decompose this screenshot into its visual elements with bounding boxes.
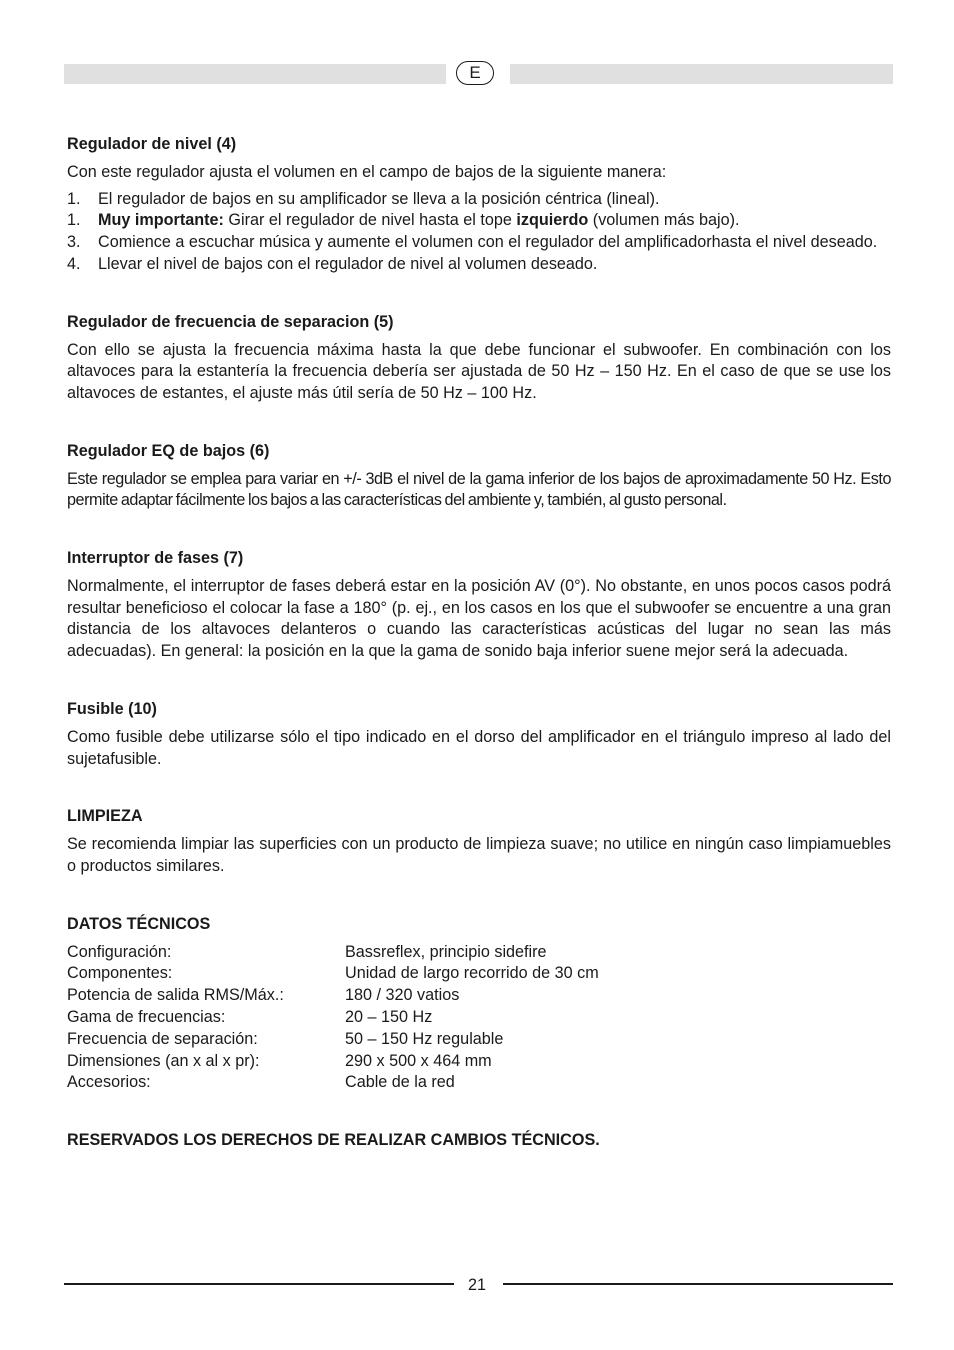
table-row: [67, 985, 599, 1007]
table-row: [67, 963, 599, 985]
list-item: [67, 254, 891, 276]
table-row: [67, 1029, 599, 1051]
spec-label: Frecuencia de separación:: [67, 1029, 258, 1048]
steps-list: [67, 189, 891, 276]
language-badge: E: [456, 61, 494, 85]
section-technical-data: [67, 913, 891, 1095]
spec-value: 50 – 150 Hz regulable: [345, 1029, 504, 1048]
section-title: LIMPIEZA: [67, 807, 143, 826]
list-item: [67, 189, 891, 211]
table-row: [67, 1051, 599, 1073]
list-item-text: Llevar el nivel de bajos con el regulador de nivel al volumen deseado.: [98, 254, 598, 273]
section-body: Este regulador se emplea para variar en +/- 3dB el nivel de la gama inferior de los bajos de aproximadamente 50 Hz. Esto permite adaptar fácilmente los bajos a las características del ambiente y, también, al gusto personal.: [67, 469, 891, 510]
spec-label: Dimensiones (an x al x pr):: [67, 1051, 260, 1070]
header-rule-left: [64, 64, 446, 84]
table-row: [67, 1072, 599, 1094]
section-body: Con ello se ajusta la frecuencia máxima hasta la que debe funcionar el subwoofer. En combinación con los altavoces para la estantería la frecuencia debería ser ajustada de 50 Hz – 150 Hz. En el caso de que se use los altavoces de estantes, el ajuste más útil sería de 50 Hz – 100 Hz.: [67, 340, 891, 402]
section-bass-eq: [67, 440, 891, 512]
page-content: [67, 133, 891, 1151]
section-title: Regulador de nivel (4): [67, 135, 237, 153]
section-fuse: [67, 698, 891, 770]
table-row: [67, 942, 599, 964]
spec-label: Configuración:: [67, 942, 172, 961]
section-intro: Con este regulador ajusta el volumen en el campo de bajos de la siguiente manera:: [67, 163, 667, 181]
section-title: Interruptor de fases (7): [67, 549, 244, 568]
footer-rule-right: [503, 1283, 893, 1285]
list-item: [67, 210, 891, 232]
rights-notice: RESERVADOS LOS DERECHOS DE REALIZAR CAMBIOS TÉCNICOS.: [67, 1131, 600, 1150]
text-run: (volumen más bajo).: [588, 211, 740, 230]
list-item-number: 3.: [67, 233, 81, 252]
spec-label: Accesorios:: [67, 1073, 151, 1092]
list-item-text: [98, 210, 891, 232]
list-item-number: 1.: [67, 189, 81, 208]
spec-value: 180 / 320 vatios: [345, 986, 460, 1005]
spec-label: Potencia de salida RMS/Máx.:: [67, 986, 284, 1005]
spec-value: Cable de la red: [345, 1073, 455, 1092]
section-cleaning: [67, 805, 891, 877]
list-item-text: El regulador de bajos en su amplificador se lleva a la posición céntrica (lineal).: [98, 189, 660, 208]
text-run: Girar el regulador de nivel hasta el tope: [223, 211, 517, 230]
footer-rule-left: [64, 1283, 454, 1285]
spec-value: Bassreflex, principio sidefire: [345, 942, 547, 961]
emphasis: izquierdo: [516, 211, 589, 230]
list-item: [67, 232, 891, 254]
emphasis: Muy importante:: [98, 211, 224, 230]
section-body: Se recomienda limpiar las superficies con un producto de limpieza suave; no utilice en ningún caso limpiamuebles o productos similares.: [67, 835, 891, 875]
spec-value: Unidad de largo recorrido de 30 cm: [345, 964, 599, 983]
spec-value: 20 – 150 Hz: [345, 1008, 433, 1027]
section-body: Como fusible debe utilizarse sólo el tipo indicado en el dorso del amplificador en el triángulo impreso al lado del sujetafusible.: [67, 727, 891, 768]
section-phase-switch: [67, 547, 891, 663]
section-title: DATOS TÉCNICOS: [67, 914, 211, 933]
list-item-text: Comience a escuchar música y aumente el volumen con el regulador del amplificadorhasta el nivel deseado.: [98, 233, 878, 252]
spec-label: Gama de frecuencias:: [67, 1008, 226, 1027]
list-item-number: 1.: [67, 211, 81, 230]
section-body: Normalmente, el interruptor de fases deberá estar en la posición AV (0°). No obstante, en unos pocos casos podrá resultar beneficioso el colocar la fase a 180° (p. ej., en los casos en los que el subwoofer se encuentre a una gran distancia de los altavoces delanteros o cuando las características acústicas del lugar no sean las más adecuadas). En general: la posición en la que la gama de sonido baja inferior suene mejor será la adecuada.: [67, 577, 891, 661]
header-rule-right: [510, 64, 893, 84]
table-row: [67, 1007, 599, 1029]
section-crossover-regulator: [67, 311, 891, 405]
spec-label: Componentes:: [67, 964, 173, 983]
spec-value: 290 x 500 x 464 mm: [345, 1051, 492, 1070]
specs-table: [67, 942, 599, 1095]
section-title: Fusible (10): [67, 699, 157, 718]
section-title: Regulador EQ de bajos (6): [67, 441, 270, 460]
section-title: Regulador de frecuencia de separacion (5): [67, 312, 394, 331]
section-level-regulator: [67, 133, 891, 276]
page-number: 21: [467, 1276, 486, 1294]
list-item-number: 4.: [67, 254, 81, 273]
